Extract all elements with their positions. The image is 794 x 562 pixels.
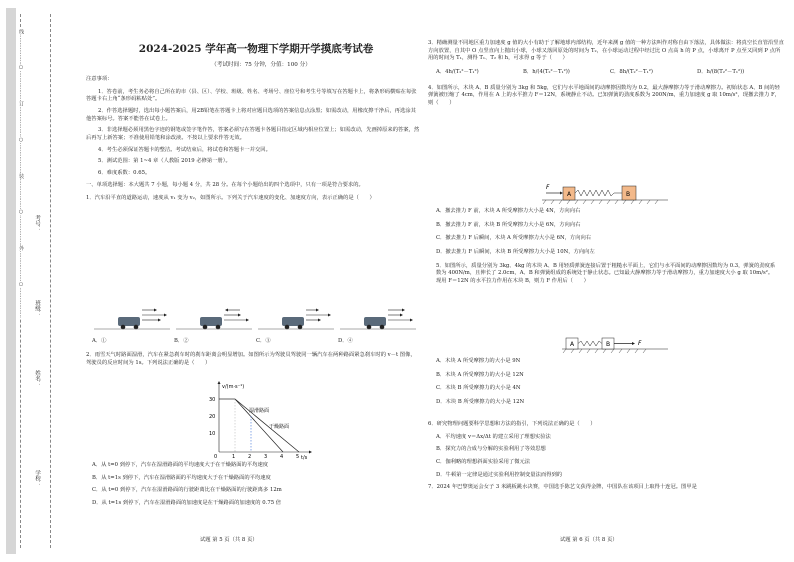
q2-tick-4: 4: [280, 454, 284, 460]
exam-subtitle: （考试时间：75 分钟，分值：100 分）: [211, 62, 311, 68]
note-item-6: 6．难度系数：0.65。: [98, 170, 151, 177]
q4-option-c: C．撤去推力 F 后瞬间，木块 A 所受摩擦力大小是 6N，方向向右: [436, 235, 592, 242]
q4-option-a: A．撤去推力 F 前，木块 A 所受摩擦力大小是 4N，方向向右: [436, 208, 581, 214]
q3-option-b: B．h/(4(T₂²－T₁²)): [523, 69, 570, 76]
q2-wet-label: 湿滑路面: [249, 408, 270, 414]
q6-option-d: D．牛顿第一定律是通过实验利用控制变量法而得到的: [436, 471, 563, 478]
q2-options: [92, 462, 422, 508]
notes-section: [86, 76, 420, 203]
q4-option-b: B．撤去推力 F 前，木块 B 所受摩擦力大小是 6N，方向向右: [436, 221, 581, 228]
binding-text: 线………………○………………订………………○………………装………………○………………外………………○………………: [18, 29, 25, 318]
q3-block: [428, 40, 784, 108]
q5-option-a: A．木块 A 所受摩擦力的大小是 9N: [436, 358, 521, 364]
q4-figure: [540, 180, 670, 206]
q2-dry-label: 干燥路面: [269, 424, 290, 430]
q6-option-c: C．伽利略的理想斜面实验采用了微元法: [436, 459, 531, 466]
q2-tick-2: 2: [248, 454, 252, 460]
q2-tick-3: 3: [264, 454, 268, 460]
q4-stem: 4．如图所示，木块 A、B 质量分别为 3kg 和 5kg，它们与水平地面间的动摩擦因数均为 0.2，最大静摩擦力等于滑动摩擦力。初始状态 A、B 间的轻弹簧被压缩了 4cm，作用在 A 上的水平推力 F＝12N，系统静止不动。已知弹簧的劲度系数为 200N/m，重力加速度 g 取 10m/s²，现撤去推力 F，则（ ）: [428, 84, 780, 107]
field-name: 姓名：: [34, 370, 41, 387]
exam-title: 2024-2025 学年高一物理下学期开学摸底考试卷: [138, 43, 374, 55]
car-figure-4: [340, 309, 416, 330]
q2-option-c: C．从 t=0 到停下，汽车在湿滑路面的行驶距离比在干燥路面的行驶距离多 12m: [92, 487, 282, 494]
dashed-line-outer: [50, 14, 51, 548]
q2-stem: 2．雨雪天气时路面湿滑，汽车在紧急刹车时的刹车距离会明显增加。如图所示为驾驶员驾驶同一辆汽车在两种路面紧急刹车时的 v－t 图像，驾驶员的反应时间为 1s。下列说法正确的是（ ）: [86, 352, 416, 366]
note-item-3: 3．非选择题必须用黑色字迹的钢笔或签字笔作答，答案必须写在答题卡各题目指定区域内相应位置上；如需改动，先画掉原来的答案，然后再写上新答案；不准使用铅笔和涂改液。不按以上要求作答无效。: [86, 127, 420, 142]
footer-left: 试题 第 5 页（共 8 页）: [200, 537, 258, 543]
q2-tick-10: 10: [209, 431, 216, 437]
q2-tick-1: 1: [232, 454, 236, 460]
q2-tick-20: 20: [209, 414, 216, 420]
note-item-5: 5．测试范围：第 1~4 章（人教版 2019 必修第一册）。: [98, 158, 231, 165]
q3-option-d: D．h/(8(T₂²－T₁²)): [697, 69, 745, 76]
q1-option-a: A．①: [92, 338, 107, 344]
q2-graph: [205, 380, 315, 460]
q5-option-b: B．木块 A 所受摩擦力的大小是 12N: [436, 371, 524, 378]
q1-stem: 1．汽车沿平直的道路运动，速度从 v₁ 变为 v₂，如图所示。下列关于汽车速度的变化、加速度方向，表示正确的是（ ）: [86, 195, 375, 202]
q4-block-b-label: B: [626, 191, 631, 198]
car-figure-3: [258, 309, 334, 330]
q3-option-a: A．4h/(T₂²－T₁²): [436, 69, 479, 76]
field-class: 班级：: [34, 300, 41, 317]
q6-block: [428, 421, 780, 492]
q1-option-b: B．②: [174, 338, 189, 344]
q7-stem: 7．2024 年巴黎奥运会女子 3 米跳板跳水决赛，中国选手陈艺文获得金牌，中国队在该项目上取得十连冠。图甲是: [428, 484, 697, 491]
note-item-2: 2．作答选择题时，选出每小题答案后，用2B铅笔在答题卡上将对应题目选项的答案信息点涂黑；如需改动，用橡皮擦干净后，再选涂其他答案标号。答案不能答在试卷上。: [86, 108, 416, 122]
q6-option-a: A．平均速度 v＝Δx/Δt 的建立采用了理想实验法: [436, 433, 551, 440]
binding-strip: [0, 0, 60, 562]
q5-stem: 5．如图所示，质量分别为 3kg、4kg 的木块 A、B 用轻质弹簧连接后置于粗糙水平面上，它们与水平面间的动摩擦因数均为 0.3，弹簧的劲度系数为 400N/m，且伸长了 2.0cm，A、B 和弹簧组成的系统处于静止状态。已知最大静摩擦力等于滑动摩擦力，重力加速度大小 g 取 10m/s²。现用 F＝12N 的水平拉力作用在木块 B，则力 F 作用后（ ）: [436, 262, 776, 285]
q2-option-d: D．从 t=1s 到停下，汽车在湿滑路面的加速度是在干燥路面的加速度的 0.75 倍: [92, 500, 282, 507]
notes-heading: 注意事项：: [86, 76, 113, 82]
q2-ylabel: v/(m·s⁻¹): [222, 384, 245, 390]
q5-figure: [560, 334, 670, 354]
q2-tick-30: 30: [209, 397, 216, 403]
q4-block-a-label: A: [567, 191, 572, 198]
q3-options: [428, 69, 784, 77]
q1-options: [92, 338, 420, 346]
q6-stem: 6．研究物理问题要科学思想和方法的指引，下列说法正确的是（ ）: [428, 421, 596, 427]
binding-bar: [6, 8, 16, 554]
car-figure-2: [176, 309, 252, 330]
car-figure-1: [94, 309, 170, 330]
q4-options: [436, 208, 776, 286]
q2-xlabel: t/s: [301, 455, 308, 460]
q5-block-b-label: B: [606, 341, 611, 348]
q3-option-c: C．8h/(T₂²－T₁²): [610, 69, 653, 76]
q6-option-b: B．探究力的合成与分解的实验利用了等效思想: [436, 446, 546, 453]
field-school: 学校：: [34, 470, 41, 487]
note-item-1: 1．答卷前，考生务必将自己所在的市（县、区）、学校、班级、姓名、考场号、座位号和考生号等填写在答题卡上，将条形码横贴在每张答题卡右上角“条形码粘贴处”。: [86, 88, 417, 103]
q1-option-d: D．④: [338, 338, 353, 344]
q5-option-c: C．木块 B 所受摩擦力的大小是 4N: [436, 385, 521, 392]
q4-force-label: F: [546, 184, 550, 191]
q2-tick-5: 5: [296, 454, 300, 460]
q2-tick-0: 0: [214, 454, 218, 460]
q4-option-d: D．撤去推力 F 后瞬间，木块 B 所受摩擦力大小是 10N，方向向左: [436, 249, 595, 256]
q5-block-a-label: A: [570, 341, 575, 348]
q1-option-c: C．③: [256, 338, 271, 344]
section-heading: 一、单项选择题：本大题共 7 小题，每小题 4 分，共 28 分。在每个小题给出的四个选项中，只有一项是符合要求的。: [86, 181, 364, 188]
q5-options: [436, 358, 776, 407]
q5-force-label: F: [638, 340, 642, 347]
q5-option-d: D．木块 B 所受摩擦力的大小是 12N: [436, 399, 525, 406]
q2-option-a: A．从 t=0 到停下，汽车在湿滑路面的平均速度大于在干燥路面的平均速度: [92, 462, 269, 468]
q2-option-b: B．从 t=1s 到停下，汽车在湿滑路面的平均速度大于在干燥路面的平均速度: [92, 474, 271, 481]
note-item-4: 4．考生必须保证答题卡的整洁。考试结束后，将试卷和答题卡一并交回。: [98, 146, 271, 153]
footer-right: 试题 第 6 页（共 8 页）: [560, 537, 618, 543]
q3-stem: 3．精确测量不同地区重力加速度 g 值的大小有助于了解地球内部结构，近年来测 g 值的一种方法叫作对称自由下落法，具体做法：将真空长直管沿竖直方向放置，自其中 O 点竖直向上抛出小球，小球又落回原处的时间为 T₂，在小球运动过程中经过比 O 点高 h 的 P 点，小球离开 P 点至又回到 P 点所用的时间为 T₁，测得 T₁、T₂ 和 h，可求得 g 等于（ ）: [428, 40, 784, 62]
field-exam-no: 考号：: [34, 215, 41, 232]
